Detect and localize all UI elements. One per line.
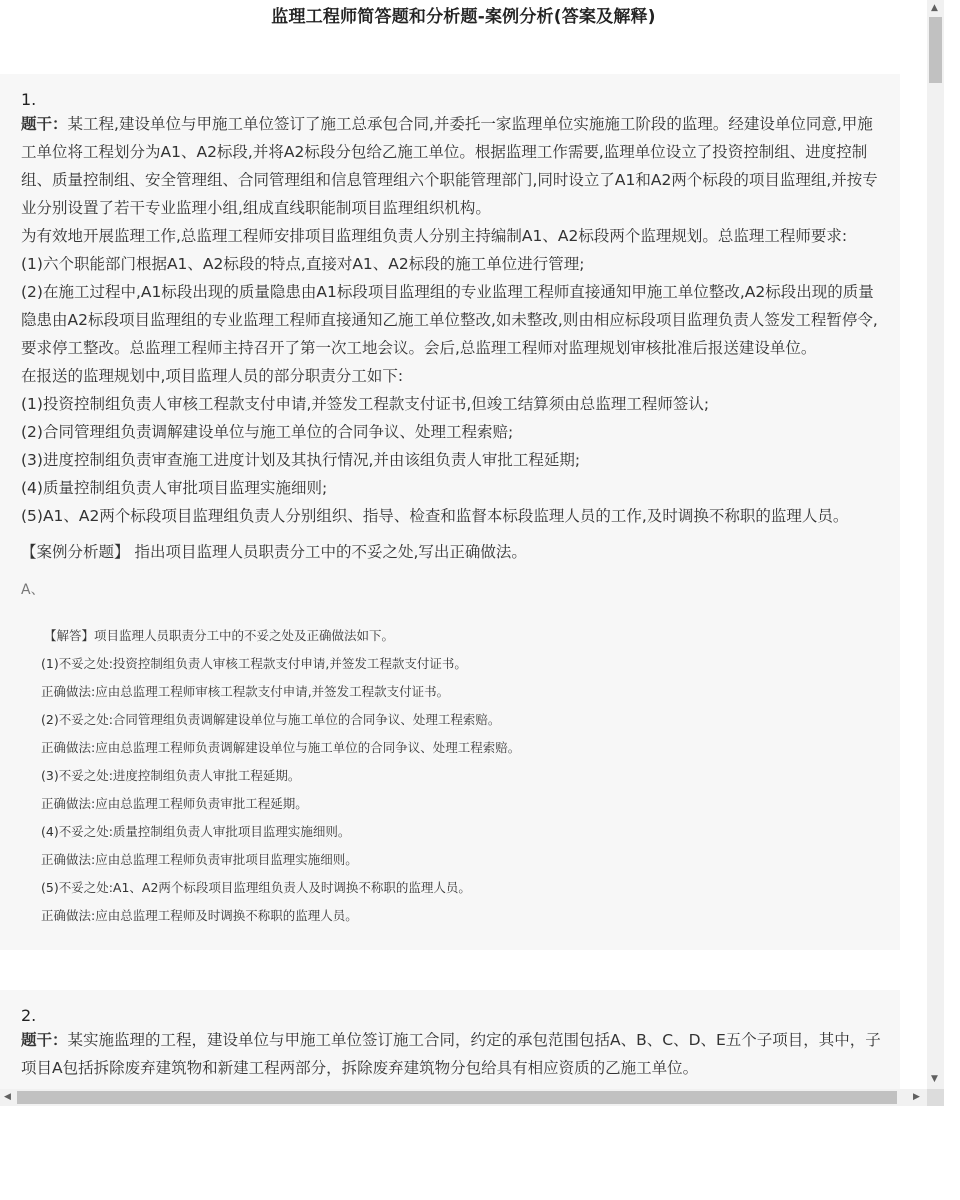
stem-paragraph: [21, 1026, 887, 1082]
question-stem: [21, 1026, 887, 1082]
stem-paragraph: [21, 110, 887, 222]
question-card-2: [0, 990, 900, 1089]
answer-line: 正确做法:应由总监理工程师负责审批工程延期。: [41, 796, 308, 811]
horizontal-scrollbar[interactable]: [0, 1089, 927, 1106]
stem-paragraph: (1)六个职能部门根据A1、A2标段的特点,直接对A1、A2标段的施工单位进行管理;: [21, 255, 585, 273]
answer-line: (5)不妥之处:A1、A2两个标段项目监理组负责人及时调换不称职的监理人员。: [41, 880, 471, 895]
answer-line: 【解答】项目监理人员职责分工中的不妥之处及正确做法如下。: [44, 628, 395, 643]
stem-label: 题干：: [21, 1031, 68, 1049]
stem-paragraph: (2)合同管理组负责调解建设单位与施工单位的合同争议、处理工程索赔;: [21, 423, 514, 441]
answer-line: 正确做法:应由总监理工程师负责调解建设单位与施工单位的合同争议、处理工程索赔。: [41, 740, 521, 755]
stem-paragraph: (5)A1、A2两个标段项目监理组负责人分别组织、指导、检查和监督本标段监理人员的工作,及时调换不称职的监理人员。: [21, 507, 849, 525]
stem-text: 某工程,建设单位与甲施工单位签订了施工总承包合同,并委托一家监理单位实施施工阶段的监理。经建设单位同意,甲施工单位将工程划分为A1、A2标段,并将A2标段分包给乙施工单位。根据监理工作需要,监理单位设立了投资控制组、进度控制组、质量控制组、安全管理组、合同管理组和信息管理组六个职能管理部门,同时设立了A1和A2两个标段的项目监理组,并按专业分别设置了若干专业监理小组,组成直线职能制项目监理组织机构。: [21, 115, 878, 217]
scrollbar-corner: [927, 1089, 944, 1106]
answer-option-a[interactable]: A、: [21, 582, 45, 598]
case-question-text: 指出项目监理人员职责分工中的不妥之处,写出正确做法。: [134, 543, 527, 561]
stem-paragraph: 为有效地开展监理工作,总监理工程师安排项目监理组负责人分别主持编制A1、A2标段两个监理规划。总监理工程师要求:: [21, 227, 848, 245]
scroll-up-arrow-icon[interactable]: ▲: [931, 3, 938, 13]
stem-paragraph: (1)投资控制组负责人审核工程款支付申请,并签发工程款支付证书,但竣工结算须由总监理工程师签认;: [21, 395, 710, 413]
page-title: 监理工程师简答题和分析题-案例分析(答案及解释): [271, 7, 656, 27]
stem-paragraph: 在报送的监理规划中,项目监理人员的部分职责分工如下:: [21, 367, 404, 385]
answer-line: (1)不妥之处:投资控制组负责人审核工程款支付申请,并签发工程款支付证书。: [41, 656, 467, 671]
answer-line: 正确做法:应由总监理工程师审核工程款支付申请,并签发工程款支付证书。: [41, 684, 450, 699]
scroll-right-arrow-icon[interactable]: ▶: [913, 1092, 920, 1102]
scroll-down-arrow-icon[interactable]: ▼: [931, 1074, 938, 1084]
answer-line: (2)不妥之处:合同管理组负责调解建设单位与施工单位的合同争议、处理工程索赔。: [41, 712, 501, 727]
stem-label: 题干：: [21, 115, 68, 133]
case-question-label: 【案例分析题】: [21, 543, 130, 561]
scroll-left-arrow-icon[interactable]: ◀: [4, 1092, 11, 1102]
vertical-scroll-thumb[interactable]: [929, 17, 942, 83]
question-stem: [21, 110, 887, 530]
case-question: [21, 540, 527, 562]
answer-explanation: [41, 622, 881, 930]
stem-text: 某实施监理的工程，建设单位与甲施工单位签订施工合同，约定的承包范围包括A、B、C、D、E五个子项目，其中，子项目A包括拆除废弃建筑物和新建工程两部分，拆除废弃建筑物分包给具有相应资质的乙施工单位。: [21, 1031, 881, 1077]
question-number: 2.: [21, 1006, 37, 1025]
answer-line: (3)不妥之处:进度控制组负责人审批工程延期。: [41, 768, 301, 783]
question-number: 1.: [21, 90, 37, 109]
horizontal-scroll-thumb[interactable]: [17, 1091, 897, 1104]
stem-paragraph: (3)进度控制组负责审查施工进度计划及其执行情况,并由该组负责人审批工程延期;: [21, 451, 581, 469]
stem-paragraph: (2)在施工过程中,A1标段出现的质量隐患由A1标段项目监理组的专业监理工程师直接通知甲施工单位整改,A2标段出现的质量隐患由A2标段项目监理组的专业监理工程师直接通知乙施工单位整改,如未整改,则由相应标段项目监理负责人签发工程暂停令,要求停工整改。总监理工程师主持召开了第一次工地会议。会后,总监理工程师对监理规划审核批准后报送建设单位。: [21, 283, 878, 357]
question-card-1: [0, 74, 900, 950]
answer-line: 正确做法:应由总监理工程师负责审批项目监理实施细则。: [41, 852, 358, 867]
answer-line: 正确做法:应由总监理工程师及时调换不称职的监理人员。: [41, 908, 358, 923]
answer-line: (4)不妥之处:质量控制组负责人审批项目监理实施细则。: [41, 824, 351, 839]
vertical-scrollbar[interactable]: [927, 0, 944, 1089]
stem-paragraph: (4)质量控制组负责人审批项目监理实施细则;: [21, 479, 328, 497]
